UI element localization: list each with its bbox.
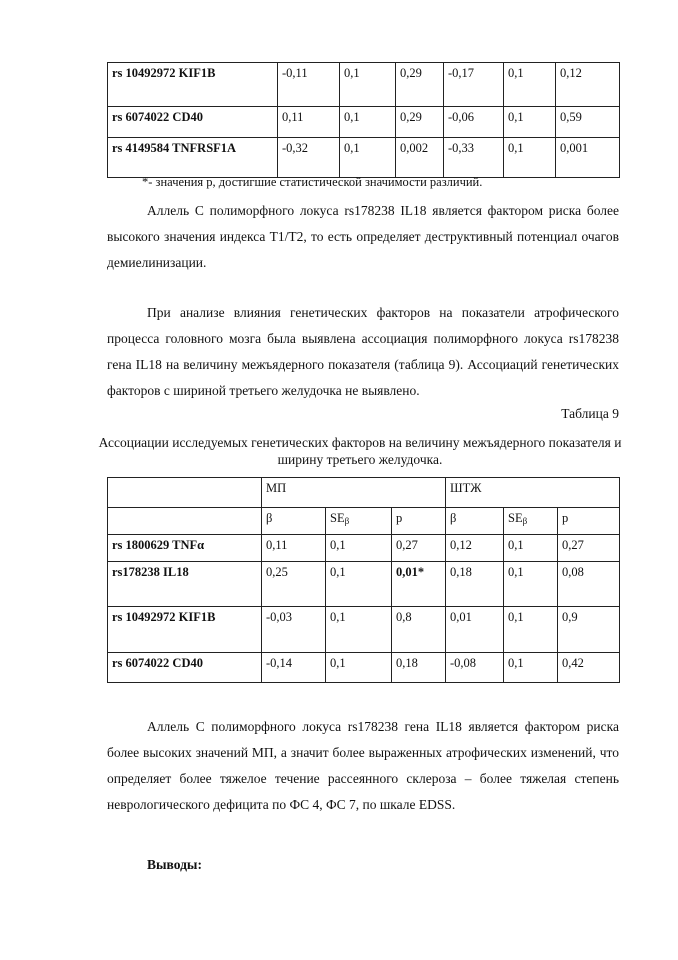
gene-cell: rs 6074022 CD40: [108, 107, 278, 138]
value-cell: 0,1: [504, 607, 558, 653]
table-row: [108, 138, 620, 178]
table-row: [108, 63, 620, 107]
gene-cell: rs 10492972 KIF1B: [108, 63, 278, 107]
table-row: [108, 535, 620, 562]
value-cell: 0,1: [504, 562, 558, 607]
value-cell: 0,9: [558, 607, 620, 653]
value-cell: 0,1: [340, 107, 396, 138]
value-cell: 0,11: [262, 535, 326, 562]
value-cell: 0,59: [556, 107, 620, 138]
table-number: Таблица 9: [561, 406, 619, 421]
value-cell: 0,27: [558, 535, 620, 562]
table-caption: Ассоциации исследуемых генетических факторов на величину межъядерного показателя и ширину третьего желудочка.: [98, 435, 622, 467]
gene-cell: rs 4149584 TNFRSF1A: [108, 138, 278, 178]
value-cell: 0,12: [446, 535, 504, 562]
group-header-mp: МП: [262, 478, 446, 508]
paragraph-2: При анализе влияния генетических факторов на показатели атрофического процесса головного мозга была выявлена ассоциация полиморфного локуса rs178238 гена IL18 на величину межъядерного показателя (таблица 9). Ассоциаций генетических факторов с шириной третьего желудочка не выявлено.: [107, 305, 619, 398]
value-cell: 0,18: [446, 562, 504, 607]
value-cell: 0,25: [262, 562, 326, 607]
value-cell: -0,14: [262, 653, 326, 683]
value-cell: -0,08: [446, 653, 504, 683]
p-header: p: [558, 508, 620, 535]
group-header-shtzh: ШТЖ: [446, 478, 620, 508]
table-subheader-row: [108, 508, 620, 535]
p-header: p: [392, 508, 446, 535]
value-cell: 0,18: [392, 653, 446, 683]
value-cell: 0,01: [446, 607, 504, 653]
value-cell: 0,1: [340, 63, 396, 107]
value-cell: 0,1: [504, 138, 556, 178]
beta-header: β: [262, 508, 326, 535]
value-cell: -0,06: [444, 107, 504, 138]
value-cell: 0,08: [558, 562, 620, 607]
gene-cell: rs178238 IL18: [108, 562, 262, 607]
value-cell: 0,002: [396, 138, 444, 178]
value-cell: -0,11: [278, 63, 340, 107]
value-cell: 0,12: [556, 63, 620, 107]
value-cell: 0,1: [326, 562, 392, 607]
value-cell: 0,1: [326, 653, 392, 683]
table-row: [108, 107, 620, 138]
value-cell: 0,1: [504, 535, 558, 562]
value-cell: 0,1: [340, 138, 396, 178]
gene-cell: rs 10492972 KIF1B: [108, 607, 262, 653]
value-cell: 0,8: [392, 607, 446, 653]
footnote: *- значения р, достигшие статистической значимости различий.: [142, 175, 483, 189]
value-cell: 0,1: [504, 107, 556, 138]
value-cell: 0,29: [396, 63, 444, 107]
value-cell: -0,03: [262, 607, 326, 653]
significant-value-cell: 0,01*: [392, 562, 446, 607]
table-header-row: [108, 478, 620, 508]
empty-header-cell: [108, 478, 262, 508]
value-cell: -0,33: [444, 138, 504, 178]
value-cell: 0,1: [326, 607, 392, 653]
table-row: [108, 562, 620, 607]
se-header: $SE_\beta$: [504, 508, 558, 535]
value-cell: 0,29: [396, 107, 444, 138]
paragraph-3: Аллель С полиморфного локуса rs178238 гена IL18 является фактором риска более высоких значений МП, а значит более выраженных атрофических изменений, что определяет более тяжелое течение рассеянного склероза – более тяжелая степень неврологического дефицита по ФС 4, ФС 7, по шкале EDSS.: [107, 719, 619, 812]
table-9: [107, 477, 620, 683]
conclusions-heading: Выводы:: [147, 857, 202, 872]
value-cell: -0,32: [278, 138, 340, 178]
value-cell: -0,17: [444, 63, 504, 107]
table-row: [108, 607, 620, 653]
results-table-continued: [107, 62, 620, 178]
empty-header-cell: [108, 508, 262, 535]
value-cell: 0,1: [504, 653, 558, 683]
se-header: $SE_\beta$: [326, 508, 392, 535]
value-cell: 0,27: [392, 535, 446, 562]
gene-cell: rs 6074022 CD40: [108, 653, 262, 683]
table-row: [108, 653, 620, 683]
value-cell: 0,1: [504, 63, 556, 107]
value-cell: 0,42: [558, 653, 620, 683]
value-cell: 0,1: [326, 535, 392, 562]
beta-header: β: [446, 508, 504, 535]
value-cell: 0,001: [556, 138, 620, 178]
value-cell: 0,11: [278, 107, 340, 138]
gene-cell: rs 1800629 TNFα: [108, 535, 262, 562]
paragraph-1: Аллель С полиморфного локуса rs178238 IL18 является фактором риска более высокого значения индекса Т1/Т2, то есть определяет деструктивный потенциал очагов демиелинизации.: [107, 203, 619, 270]
